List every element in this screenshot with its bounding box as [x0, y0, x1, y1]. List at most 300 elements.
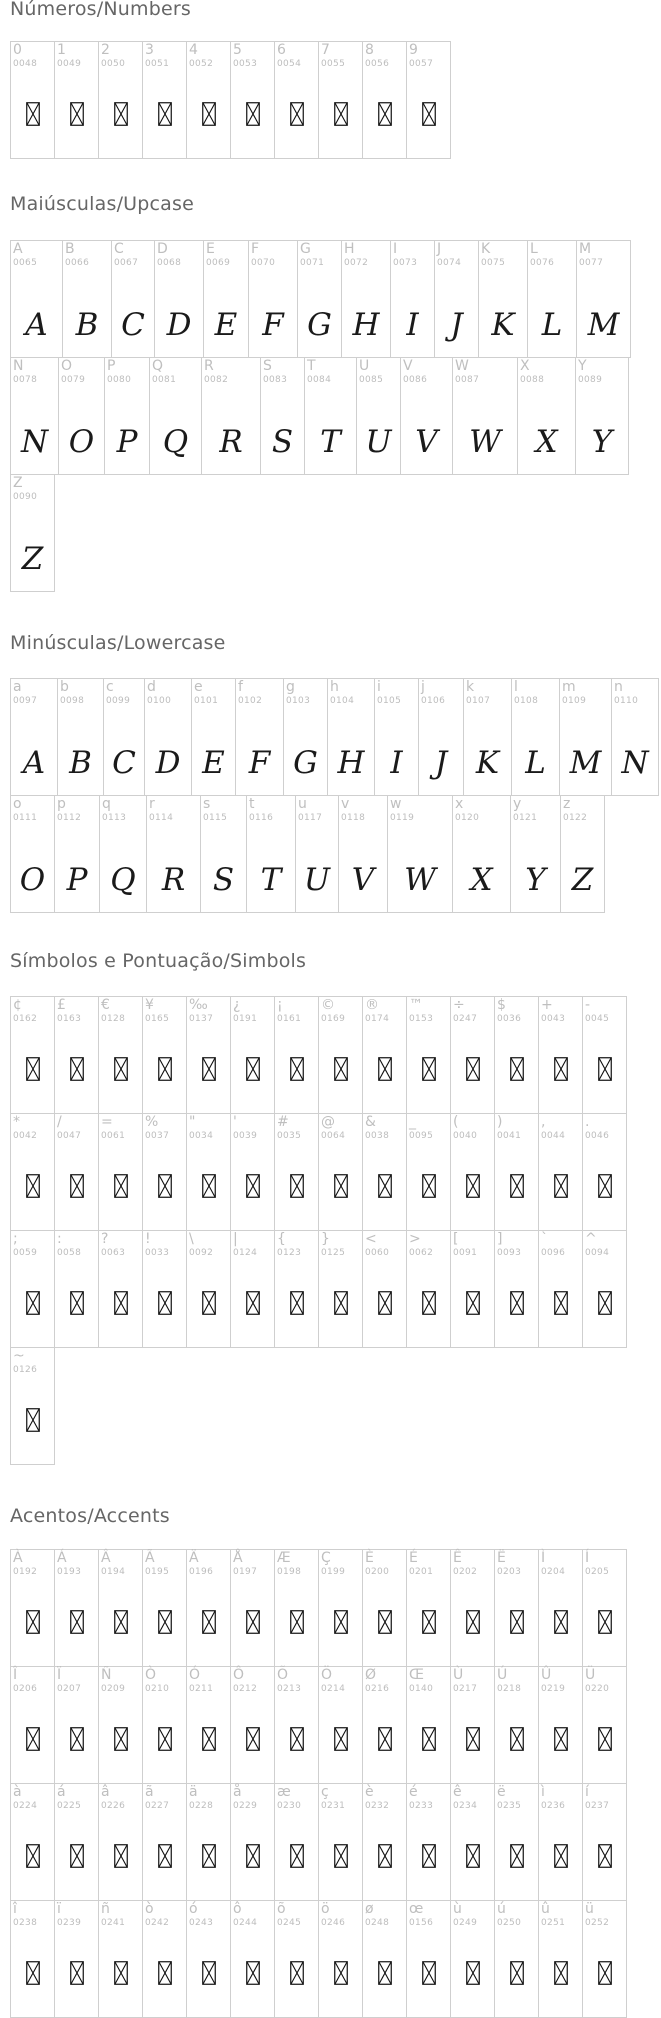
character-label: ó: [189, 1901, 198, 1917]
character-code: 0246: [321, 1918, 346, 1928]
glyph-preview: Z: [21, 541, 44, 577]
character-code: 0245: [277, 1918, 302, 1928]
missing-glyph-icon: [246, 102, 260, 126]
character-label: û: [541, 1901, 550, 1917]
character-code: 0233: [409, 1801, 434, 1811]
glyph-cell: [54, 1113, 99, 1231]
character-label: Õ: [277, 1667, 289, 1683]
glyph-cell: [54, 1230, 99, 1348]
glyph-cell: [362, 1113, 407, 1231]
glyph-preview: Q: [110, 862, 136, 898]
character-code: 0137: [189, 1014, 214, 1024]
section-title-symbols: Símbolos e Pontuação/Simbols: [10, 950, 307, 972]
glyph-preview: J: [450, 307, 463, 343]
glyph-preview: G: [307, 307, 332, 343]
glyph-grid-symbols: [10, 996, 626, 1464]
character-label: v: [341, 796, 350, 812]
character-label: X: [520, 358, 530, 374]
character-label: Ç: [321, 1550, 331, 1566]
glyph-row: [10, 1666, 626, 1783]
character-code: 0102: [238, 696, 263, 706]
character-label: T: [307, 358, 316, 374]
character-label: <: [365, 1231, 377, 1247]
character-label: J: [437, 241, 442, 257]
character-code: 0039: [233, 1131, 258, 1141]
missing-glyph-icon: [290, 1610, 304, 1634]
character-code: 0227: [145, 1801, 170, 1811]
missing-glyph-icon: [202, 1610, 216, 1634]
glyph-cell: [142, 1549, 187, 1667]
character-code: 0048: [13, 59, 38, 69]
character-code: 0061: [101, 1131, 126, 1141]
glyph-cell: [186, 1113, 231, 1231]
missing-glyph-icon: [378, 1610, 392, 1634]
glyph-cell: [186, 1230, 231, 1348]
glyph-preview: B: [69, 745, 92, 781]
glyph-cell: [450, 1666, 495, 1784]
character-label: ã: [145, 1784, 154, 1800]
glyph-cell: [142, 1113, 187, 1231]
character-code: 0105: [377, 696, 402, 706]
character-code: 0243: [189, 1918, 214, 1928]
glyph-cell: [406, 1549, 451, 1667]
glyph-cell: [304, 357, 357, 475]
missing-glyph-icon: [598, 1844, 612, 1868]
missing-glyph-icon: [334, 1610, 348, 1634]
character-label: {: [277, 1231, 286, 1247]
character-label: €: [101, 997, 110, 1013]
glyph-cell: [575, 357, 629, 475]
missing-glyph-icon: [598, 1610, 612, 1634]
glyph-cell: [98, 1549, 143, 1667]
character-label: 6: [277, 42, 286, 58]
glyph-cell: [230, 1549, 275, 1667]
character-label: Á: [57, 1550, 67, 1566]
glyph-cell: [230, 1113, 275, 1231]
glyph-cell: [406, 1113, 451, 1231]
glyph-preview: N: [621, 745, 649, 781]
character-code: 0037: [145, 1131, 170, 1141]
character-label: 8: [365, 42, 374, 58]
glyph-preview: D: [155, 745, 181, 781]
glyph-preview: M: [587, 307, 620, 343]
glyph-cell: [186, 1549, 231, 1667]
character-label: å: [233, 1784, 242, 1800]
character-label: h: [330, 679, 339, 695]
character-code: 0087: [455, 375, 480, 385]
glyph-preview: E: [202, 745, 225, 781]
missing-glyph-icon: [70, 1844, 84, 1868]
character-code: 0214: [321, 1684, 346, 1694]
character-code: 0126: [13, 1365, 38, 1375]
character-label: U: [359, 358, 370, 374]
character-code: 0107: [466, 696, 491, 706]
glyph-cell: [452, 357, 518, 475]
missing-glyph-icon: [26, 1844, 40, 1868]
missing-glyph-icon: [246, 1174, 260, 1198]
glyph-cell: [10, 795, 55, 913]
character-code: 0165: [145, 1014, 170, 1024]
glyph-grid-upcase: [10, 240, 630, 591]
missing-glyph-icon: [510, 1610, 524, 1634]
character-label: 2: [101, 42, 110, 58]
glyph-cell: [318, 41, 363, 159]
glyph-preview: X: [470, 862, 493, 898]
glyph-cell: [142, 1783, 187, 1901]
missing-glyph-icon: [114, 1610, 128, 1634]
character-label: G: [300, 241, 311, 257]
glyph-cell: [186, 1666, 231, 1784]
character-code: 0202: [453, 1567, 478, 1577]
missing-glyph-icon: [158, 1610, 172, 1634]
glyph-cell: [463, 678, 512, 796]
glyph-cell: [450, 1783, 495, 1901]
character-code: 0043: [541, 1014, 566, 1024]
character-code: 0196: [189, 1567, 214, 1577]
character-code: 0224: [13, 1801, 38, 1811]
missing-glyph-icon: [70, 102, 84, 126]
character-code: 0063: [101, 1248, 126, 1258]
glyph-cell: [362, 1230, 407, 1348]
glyph-cell: [144, 678, 192, 796]
missing-glyph-icon: [202, 102, 216, 126]
missing-glyph-icon: [158, 102, 172, 126]
character-label: k: [466, 679, 475, 695]
glyph-cell: [230, 1230, 275, 1348]
glyph-cell: [450, 1549, 495, 1667]
glyph-preview: S: [212, 862, 235, 898]
glyph-cell: [450, 996, 495, 1114]
character-label: 5: [233, 42, 242, 58]
character-label: ¥: [145, 997, 154, 1013]
character-code: 0249: [453, 1918, 478, 1928]
glyph-cell: [338, 795, 388, 913]
character-code: 0113: [102, 813, 127, 823]
glyph-cell: [538, 1113, 583, 1231]
character-code: 0065: [13, 258, 38, 268]
glyph-preview: M: [569, 745, 602, 781]
character-code: 0111: [13, 813, 38, 823]
character-code: 0120: [455, 813, 480, 823]
character-code: 0085: [359, 375, 384, 385]
glyph-cell: [318, 1549, 363, 1667]
glyph-cell: [418, 678, 464, 796]
character-label: ™: [409, 997, 423, 1013]
glyph-cell: [362, 996, 407, 1114]
missing-glyph-icon: [510, 1174, 524, 1198]
missing-glyph-icon: [290, 1057, 304, 1081]
glyph-grid-numbers: [10, 41, 450, 158]
glyph-row: [10, 357, 630, 474]
character-code: 0092: [189, 1248, 214, 1258]
character-code: 0099: [106, 696, 131, 706]
character-label: Z: [13, 475, 23, 491]
glyph-cell: [54, 41, 99, 159]
character-label: w: [390, 796, 402, 812]
character-label: é: [409, 1784, 418, 1800]
missing-glyph-icon: [70, 1610, 84, 1634]
glyph-cell: [327, 678, 375, 796]
glyph-preview: P: [116, 424, 138, 460]
glyph-cell: [191, 678, 236, 796]
glyph-cell: [146, 795, 201, 913]
character-code: 0074: [437, 258, 462, 268]
glyph-preview: F: [262, 307, 284, 343]
missing-glyph-icon: [246, 1291, 260, 1315]
missing-glyph-icon: [598, 1174, 612, 1198]
character-label: t: [249, 796, 255, 812]
character-code: 0112: [57, 813, 82, 823]
glyph-cell: [494, 1230, 539, 1348]
character-code: 0207: [57, 1684, 82, 1694]
glyph-cell: [538, 1230, 583, 1348]
character-label: è: [365, 1784, 374, 1800]
missing-glyph-icon: [114, 102, 128, 126]
character-code: 0072: [344, 258, 369, 268]
glyph-cell: [318, 1783, 363, 1901]
character-code: 0242: [145, 1918, 170, 1928]
character-code: 0040: [453, 1131, 478, 1141]
missing-glyph-icon: [334, 1174, 348, 1198]
missing-glyph-icon: [70, 1727, 84, 1751]
glyph-cell: [274, 996, 319, 1114]
missing-glyph-icon: [510, 1057, 524, 1081]
glyph-cell: [142, 1666, 187, 1784]
missing-glyph-icon: [334, 1727, 348, 1751]
character-label: c: [106, 679, 114, 695]
character-code: 0237: [585, 1801, 610, 1811]
character-label: A: [13, 241, 23, 257]
character-label: e: [194, 679, 203, 695]
character-code: 0174: [365, 1014, 390, 1024]
character-code: 0071: [300, 258, 325, 268]
glyph-cell: [362, 1549, 407, 1667]
character-label: ©: [321, 997, 335, 1013]
glyph-cell: [341, 240, 391, 358]
missing-glyph-icon: [202, 1057, 216, 1081]
character-code: 0163: [57, 1014, 82, 1024]
glyph-cell: [406, 1666, 451, 1784]
character-label: ;: [13, 1231, 18, 1247]
character-label: H: [344, 241, 355, 257]
glyph-preview: A: [25, 307, 48, 343]
glyph-cell: [406, 41, 451, 159]
glyph-cell: [235, 678, 284, 796]
character-label: É: [409, 1550, 418, 1566]
glyph-cell: [142, 41, 187, 159]
glyph-cell: [274, 1549, 319, 1667]
missing-glyph-icon: [246, 1961, 260, 1985]
character-label: ,: [541, 1114, 546, 1130]
character-code: 0038: [365, 1131, 390, 1141]
missing-glyph-icon: [510, 1291, 524, 1315]
glyph-cell: [374, 678, 419, 796]
glyph-cell: [576, 240, 631, 358]
glyph-cell: [274, 1230, 319, 1348]
character-label: ù: [453, 1901, 462, 1917]
character-code: 0156: [409, 1918, 434, 1928]
character-label: L: [530, 241, 538, 257]
character-label: @: [321, 1114, 335, 1130]
character-code: 0075: [481, 258, 506, 268]
character-label: Ü: [585, 1667, 596, 1683]
missing-glyph-icon: [510, 1961, 524, 1985]
glyph-cell: [538, 1666, 583, 1784]
missing-glyph-icon: [378, 102, 392, 126]
glyph-cell: [510, 795, 561, 913]
character-code: 0212: [233, 1684, 258, 1694]
character-code: 0093: [497, 1248, 522, 1258]
character-label: î: [13, 1901, 17, 1917]
character-code: 0095: [409, 1131, 434, 1141]
glyph-cell: [248, 240, 298, 358]
missing-glyph-icon: [202, 1174, 216, 1198]
missing-glyph-icon: [290, 102, 304, 126]
character-label: à: [13, 1784, 22, 1800]
character-label: Ê: [453, 1550, 462, 1566]
missing-glyph-icon: [246, 1610, 260, 1634]
missing-glyph-icon: [290, 1727, 304, 1751]
missing-glyph-icon: [334, 1057, 348, 1081]
glyph-cell: [559, 678, 612, 796]
missing-glyph-icon: [422, 1057, 436, 1081]
missing-glyph-icon: [422, 1610, 436, 1634]
character-code: 0195: [145, 1567, 170, 1577]
glyph-cell: [434, 240, 479, 358]
character-label: ?: [101, 1231, 109, 1247]
character-label: ®: [365, 997, 379, 1013]
glyph-cell: [54, 996, 99, 1114]
character-code: 0200: [365, 1567, 390, 1577]
missing-glyph-icon: [114, 1174, 128, 1198]
character-label: s: [203, 796, 211, 812]
character-code: 0209: [101, 1684, 126, 1694]
glyph-cell: [318, 1900, 363, 2018]
character-code: 0231: [321, 1801, 346, 1811]
glyph-cell: [295, 795, 339, 913]
character-label: 7: [321, 42, 330, 58]
character-code: 0073: [393, 258, 418, 268]
glyph-cell: [186, 1900, 231, 2018]
character-code: 0153: [409, 1014, 434, 1024]
glyph-cell: [98, 1666, 143, 1784]
character-code: 0248: [365, 1918, 390, 1928]
missing-glyph-icon: [26, 1961, 40, 1985]
character-code: 0083: [263, 375, 288, 385]
character-label: Í: [585, 1550, 590, 1566]
character-label: $: [497, 997, 506, 1013]
glyph-preview: B: [75, 307, 99, 343]
character-code: 0057: [409, 59, 434, 69]
missing-glyph-icon: [378, 1727, 392, 1751]
missing-glyph-icon: [246, 1727, 260, 1751]
character-label: &: [365, 1114, 376, 1130]
missing-glyph-icon: [378, 1057, 392, 1081]
character-label: >: [409, 1231, 421, 1247]
glyph-cell: [538, 1900, 583, 2018]
character-label: *: [13, 1114, 20, 1130]
glyph-preview: P: [66, 862, 88, 898]
character-label: Î: [13, 1667, 18, 1683]
character-code: 0252: [585, 1918, 610, 1928]
character-label: Â: [101, 1550, 111, 1566]
missing-glyph-icon: [554, 1961, 568, 1985]
glyph-cell: [274, 1666, 319, 1784]
character-code: 0049: [57, 59, 82, 69]
character-label: â: [101, 1784, 110, 1800]
character-code: 0123: [277, 1248, 302, 1258]
missing-glyph-icon: [554, 1057, 568, 1081]
character-code: 0101: [194, 696, 219, 706]
character-code: 0080: [107, 375, 132, 385]
glyph-cell: [10, 474, 55, 592]
glyph-cell: [54, 1783, 99, 1901]
character-code: 0100: [147, 696, 172, 706]
character-label: y: [513, 796, 522, 812]
glyph-row: [10, 678, 658, 795]
missing-glyph-icon: [334, 1844, 348, 1868]
glyph-cell: [517, 357, 576, 475]
glyph-cell: [10, 240, 63, 358]
character-label: N: [13, 358, 24, 374]
character-code: 0235: [497, 1801, 522, 1811]
glyph-cell: [527, 240, 577, 358]
glyph-cell: [406, 1900, 451, 2018]
character-label: Ñ: [101, 1667, 112, 1683]
glyph-preview: V: [351, 862, 375, 898]
glyph-cell: [10, 1113, 55, 1231]
missing-glyph-icon: [422, 1291, 436, 1315]
glyph-preview: T: [260, 862, 282, 898]
character-label: ô: [233, 1901, 242, 1917]
character-label: ê: [453, 1784, 462, 1800]
character-label: Œ: [409, 1667, 424, 1683]
character-code: 0058: [57, 1248, 82, 1258]
glyph-cell: [230, 41, 275, 159]
missing-glyph-icon: [246, 1844, 260, 1868]
character-label: Û: [541, 1667, 552, 1683]
glyph-cell: [230, 996, 275, 1114]
character-code: 0035: [277, 1131, 302, 1141]
glyph-cell: [582, 1113, 627, 1231]
glyph-cell: [10, 1783, 55, 1901]
character-code: 0140: [409, 1684, 434, 1694]
character-code: 0109: [562, 696, 587, 706]
glyph-preview: U: [303, 862, 331, 898]
character-label: V: [403, 358, 413, 374]
character-label: !: [145, 1231, 151, 1247]
glyph-cell: [478, 240, 528, 358]
character-label: a: [13, 679, 22, 695]
character-label: S: [263, 358, 272, 374]
character-label: ¿: [233, 997, 241, 1013]
character-code: 0117: [298, 813, 323, 823]
character-label: `: [541, 1231, 548, 1247]
glyph-cell: [142, 1230, 187, 1348]
missing-glyph-icon: [158, 1174, 172, 1198]
character-code: 0204: [541, 1567, 566, 1577]
character-code: 0121: [513, 813, 538, 823]
glyph-row: [10, 474, 630, 591]
character-label: O: [61, 358, 73, 374]
glyph-cell: [54, 795, 100, 913]
section-title-upcase: Maiúsculas/Upcase: [10, 193, 195, 215]
character-code: 0211: [189, 1684, 214, 1694]
glyph-cell: [54, 1549, 99, 1667]
character-code: 0194: [101, 1567, 126, 1577]
character-code: 0070: [251, 258, 276, 268]
missing-glyph-icon: [422, 1961, 436, 1985]
